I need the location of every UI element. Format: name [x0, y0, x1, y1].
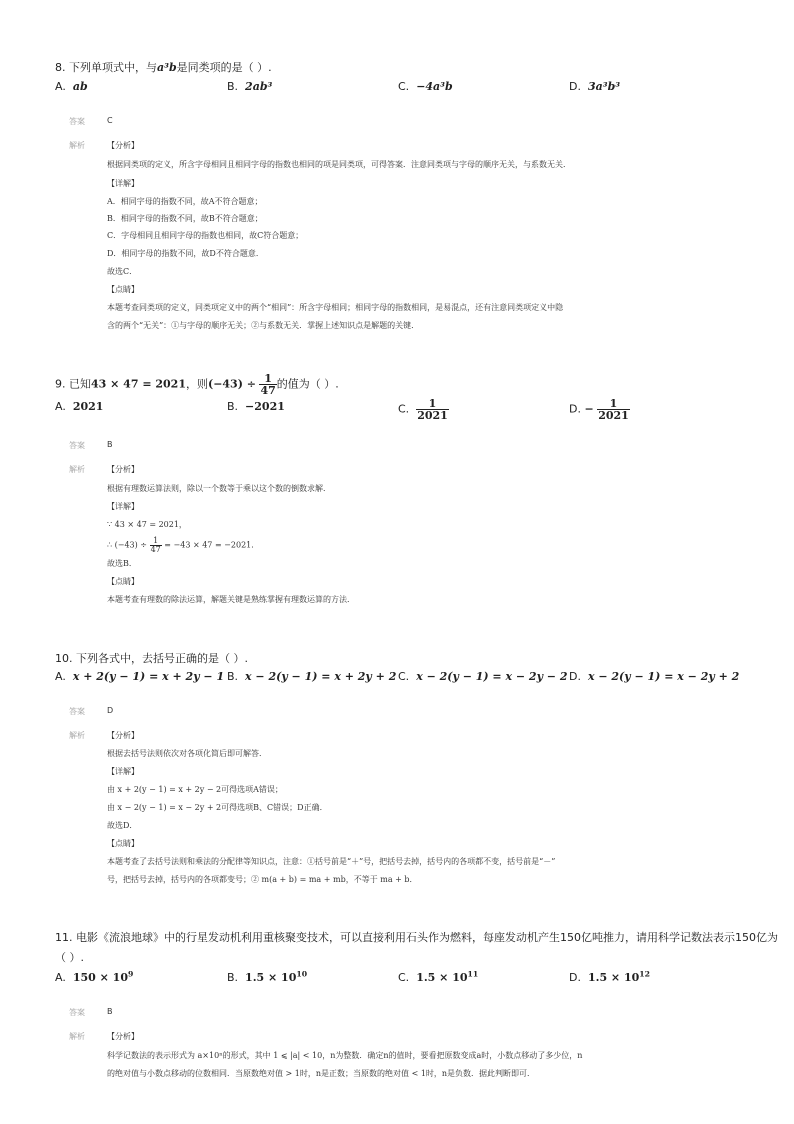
q8-option-a: A. ab	[55, 80, 88, 93]
q8-stem-tail: 是同类项的是（ ）.	[176, 61, 272, 74]
q10-line-9: 号，把括号去掉，括号内的各项都变号；② m(a + b) = ma + mb，不等于 ma + b．	[107, 875, 418, 884]
q8-line-2: 根据同类项的定义，所含字母相同且相同字母的指数也相同的项是同类项，可得答案．注意同类项与字母的顺序无关，与系数无关．	[107, 160, 571, 169]
q9-line-1: 【分析】	[107, 465, 139, 474]
q11-line-2: 科学记数法的表示形式为 a×10ⁿ的形式，其中 1 ⩽ |a| < 10，n为整数．确定n的值时，要看把原数变成a时，小数点移动了多少位，n	[107, 1051, 583, 1060]
q9-answer: B	[107, 440, 113, 449]
q10-line-5: 由 x − 2(y − 1) = x − 2y + 2可得选项B、C错误；D正确．	[107, 803, 328, 812]
q10-line-4: 由 x + 2(y − 1) = x + 2y − 2可得选项A错误；	[107, 785, 283, 794]
q8-line-7: D．相同字母的指数不同，故D不符合题意．	[107, 249, 264, 258]
q10-line-7: 【点睛】	[107, 839, 139, 848]
q9-stem: 9. 已知43 × 47 = 2021，则(−43) ÷ $\frac{1}{47}$ 的值为（ ）.	[55, 372, 339, 397]
q10-analysis-label: 解析	[69, 731, 85, 740]
q11-line-3: 的绝对值与小数点移动的位数相同．当原数绝对值 > 1时，n是正数；当原数的绝对值 < 1时，n是负数．据此判断即可．	[107, 1069, 536, 1078]
q8-line-9: 【点睛】	[107, 285, 139, 294]
q9-line-2: 根据有理数运算法则，除以一个数等于乘以这个数的倒数求解．	[107, 484, 331, 493]
q10-line-1: 【分析】	[107, 731, 139, 740]
q8-line-6: C．字母相同且相同字母的指数也相同，故C符合题意；	[107, 231, 304, 240]
q9-option-a: A. 2021	[55, 400, 104, 413]
q11-answer: B	[107, 1007, 113, 1016]
q11-stem: 11. 电影《流浪地球》中的行星发动机利用重核聚变技术，可以直接利用石头作为燃料，每座发动机产生150亿吨推力，请用科学记数法表示150亿为	[55, 931, 778, 944]
q8-line-4: A．相同字母的指数不同，故A不符合题意；	[107, 197, 263, 206]
q10-line-2: 根据去括号法则依次对各项化简后即可解答．	[107, 749, 267, 758]
q8-line-1: 【分析】	[107, 141, 139, 150]
q9-analysis-label: 解析	[69, 465, 85, 474]
q11-option-c: C. $1.5 \times 10^{11}$	[398, 969, 479, 984]
q8-line-5: B．相同字母的指数不同，故B不符合题意；	[107, 214, 263, 223]
q8-stem-expr: a³b	[157, 61, 177, 74]
q8-option-d: D. 3a³b³	[569, 80, 621, 93]
q9-line-3: 【详解】	[107, 502, 139, 511]
q8-answer: C	[107, 116, 113, 125]
q8-line-8: 故选C．	[107, 267, 138, 276]
q8-option-c: C. −4a³b	[398, 80, 453, 93]
q11-analysis-label: 解析	[69, 1032, 85, 1041]
q10-answer: D	[107, 706, 114, 715]
q11-option-d: D. $1.5 \times 10^{12}$	[569, 969, 650, 984]
q10-option-d: D. x − 2(y − 1) = x − 2y + 2	[569, 670, 740, 683]
q11-answer-label: 答案	[69, 1008, 85, 1017]
q8-answer-label: 答案	[69, 117, 85, 126]
q9-line-6: 故选B．	[107, 559, 137, 568]
q10-answer-label: 答案	[69, 707, 85, 716]
q11-stem-2: （ ）.	[55, 951, 84, 964]
q10-option-b: B. x − 2(y − 1) = x + 2y + 2	[227, 670, 397, 683]
q9-line-8: 本题考查有理数的除法运算，解题关键是熟练掌握有理数运算的方法．	[107, 595, 355, 604]
q10-line-6: 故选D．	[107, 821, 138, 830]
q8-analysis-label: 解析	[69, 141, 85, 150]
q10-line-8: 本题考查了去括号法则和乘法的分配律等知识点，注意：①括号前是“＋”号，把括号去掉，括号内的各项都不变，括号前是“－”	[107, 857, 556, 866]
q10-option-a: A. x + 2(y − 1) = x + 2y − 1	[55, 670, 225, 683]
q9-option-d: D. − $\frac{1}{2021}$	[569, 397, 629, 422]
q8-line-11: 含的两个“无关”：①与字母的顺序无关；②与系数无关．掌握上述知识点是解题的关键．	[107, 321, 420, 330]
q8-line-3: 【详解】	[107, 179, 139, 188]
q10-stem: 10. 下列各式中，去括号正确的是（ ）.	[55, 652, 248, 665]
q11-option-b: B. $1.5 \times 10^{10}$	[227, 969, 308, 984]
q9-option-b: B. −2021	[227, 400, 285, 413]
q8-line-10: 本题考查同类项的定义，同类项定义中的两个“相同”：所含字母相同；相同字母的指数相同，是易混点，还有注意同类项定义中隐	[107, 303, 564, 312]
q9-answer-label: 答案	[69, 441, 85, 450]
q11-option-a: A. $150 \times 10^9$	[55, 969, 134, 984]
q9-line-5: ∴ (−43) ÷ $\frac{1}{47}$ = −43 × 47 = −2021．	[107, 536, 260, 554]
q10-option-c: C. x − 2(y − 1) = x − 2y − 2	[398, 670, 568, 683]
q8-stem	[55, 59, 272, 75]
q9-line-4: ∵ 43 × 47 = 2021，	[107, 520, 187, 529]
q8-option-b: B. 2ab³	[227, 80, 273, 93]
q9-option-c: C. $\frac{1}{2021}$	[398, 397, 448, 422]
q8-stem-text: 8. 下列单项式中，与	[55, 61, 157, 74]
q11-line-1: 【分析】	[107, 1032, 139, 1041]
q9-stem-fraction: $\frac{1}{47}$	[260, 372, 276, 397]
q9-line-7: 【点睛】	[107, 577, 139, 586]
q10-line-3: 【详解】	[107, 767, 139, 776]
